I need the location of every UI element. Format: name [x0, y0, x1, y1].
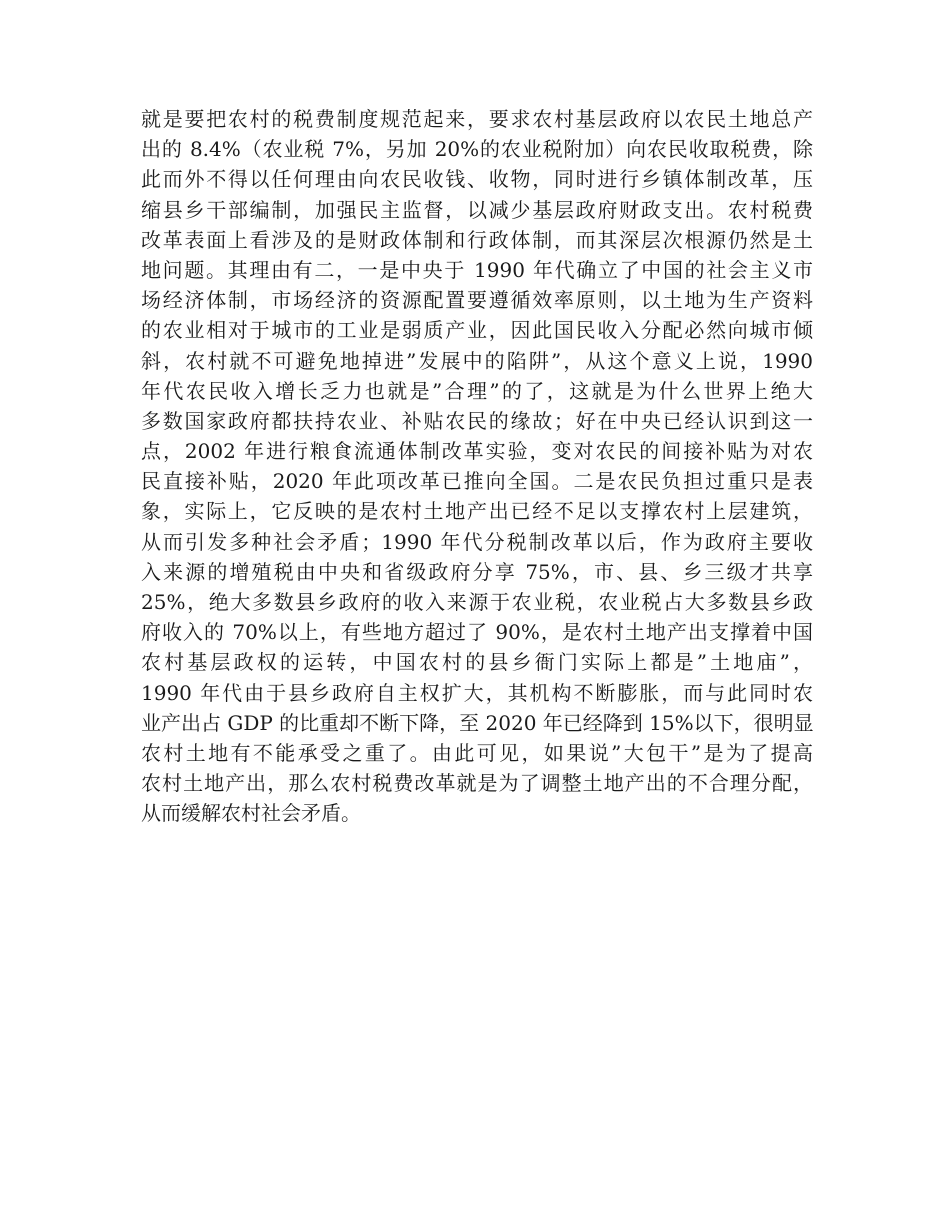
body-paragraph: [141, 104, 813, 829]
paragraph-line-19: 农村基层政权的运转，中国农村的县乡衙门实际上都是”土地庙”，: [141, 650, 813, 675]
paragraph-line-13: 民直接补贴，2020 年此项改革已推向全国。二是农民负担过重只是表: [141, 469, 813, 494]
paragraph-line-23: 农村土地产出，那么农村税费改革就是为了调整土地产出的不合理分配，: [141, 771, 813, 796]
paragraph-line-6: 地问题。其理由有二，一是中央于 1990 年代确立了中国的社会主义市: [141, 257, 813, 282]
paragraph-line-17: 25%，绝大多数县乡政府的收入来源于农业税，农业税占大多数县乡政: [141, 590, 813, 614]
paragraph-line-21: 业产出占 GDP 的比重却不断下降，至 2020 年已经降到 15%以下，很明显: [141, 710, 814, 735]
paragraph-line-22: 农村土地有不能承受之重了。由此可见，如果说”大包干”是为了提高: [141, 740, 813, 765]
paragraph-line-12: 点，2002 年进行粮食流通体制改革实验，变对农民的间接补贴为对农: [141, 439, 813, 464]
paragraph-line-16: 入来源的增殖税由中央和省级政府分享 75%，市、县、乡三级才共享: [141, 559, 813, 584]
paragraph-line-5: 改革表面上看涉及的是财政体制和行政体制，而其深层次根源仍然是土: [141, 227, 813, 252]
paragraph-line-18: 府收入的 70%以上，有些地方超过了 90%，是农村土地产出支撑着中国: [141, 620, 813, 645]
paragraph-line-20: 1990 年代由于县乡政府自主权扩大，其机构不断膨胀，而与此同时农: [141, 680, 813, 705]
paragraph-line-3: 此而外不得以任何理由向农民收钱、收物，同时进行乡镇体制改革，压: [141, 167, 813, 192]
paragraph-line-7: 场经济体制，市场经济的资源配置要遵循效率原则，以土地为生产资料: [141, 288, 813, 313]
paragraph-line-2: 出的 8.4%（农业税 7%，另加 20%的农业税附加）向农民收取税费，除: [141, 137, 813, 162]
paragraph-line-10: 年代农民收入增长乏力也就是”合理”的了，这就是为什么世界上绝大: [141, 378, 813, 403]
paragraph-line-8: 的农业相对于城市的工业是弱质产业，因此国民收入分配必然向城市倾: [141, 318, 813, 343]
paragraph-line-24: 从而缓解农村社会矛盾。: [141, 801, 361, 826]
paragraph-line-1: 就是要把农村的税费制度规范起来，要求农村基层政府以农民土地总产: [141, 107, 813, 131]
paragraph-line-14: 象，实际上，它反映的是农村土地产出已经不足以支撑农村上层建筑，: [141, 499, 813, 524]
paragraph-line-4: 缩县乡干部编制，加强民主监督，以减少基层政府财政支出。农村税费: [141, 197, 813, 222]
paragraph-line-15: 从而引发多种社会矛盾；1990 年代分税制改革以后，作为政府主要收: [141, 529, 813, 554]
paragraph-line-9: 斜，农村就不可避免地掉进”发展中的陷阱”，从这个意义上说，1990: [141, 348, 813, 373]
paragraph-line-11: 多数国家政府都扶持农业、补贴农民的缘故；好在中央已经认识到这一: [141, 408, 813, 433]
